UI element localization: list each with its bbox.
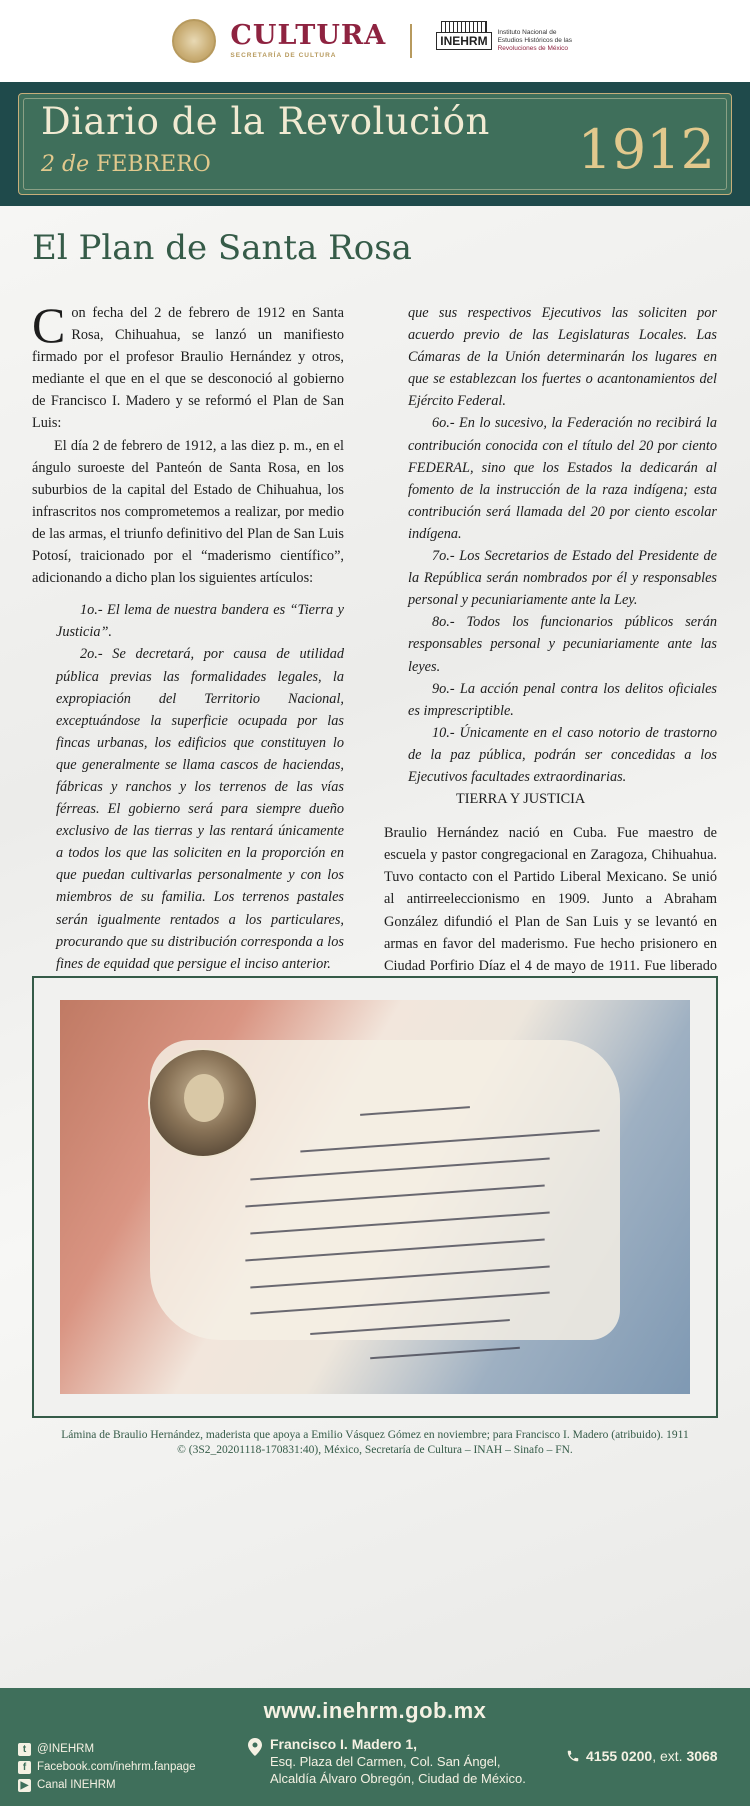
header-month: FEBRERO (96, 152, 211, 177)
phone-number[interactable] (586, 1748, 718, 1764)
inehrm-logo (436, 29, 577, 52)
article-intro (32, 297, 344, 435)
phone-main: 4155 0200 (586, 1748, 653, 1764)
page-title: Diario de la Revolución (41, 100, 490, 143)
signature-line (370, 1347, 520, 1359)
article-paragraph-2: El día 2 de febrero de 1912, a las diez p. m., en el ángulo suroeste del Panteón de Santa Rosa, en los suburbios de la capital del Estado de Chihuahua, los infrascritos nos comprometemos a realizar, por medio de las armas, el triunfo definitivo del Plan de San Luis Potosí, traicionado por el “maderismo científico”, adicionando a dicho plan los siguientes artículos: (32, 437, 344, 587)
phone-block (566, 1748, 718, 1764)
portrait-photo (148, 1048, 258, 1158)
facebook-link[interactable] (18, 1758, 196, 1776)
inehrm-line-2: Estudios Históricos de las (497, 37, 573, 45)
figure-frame (32, 976, 718, 1418)
address-line-3: Alcaldía Álvaro Obregón, Ciudad de México. (270, 1771, 526, 1786)
header-date (41, 152, 211, 177)
cultura-subtitle: SECRETARÍA DE CULTURA (230, 52, 337, 60)
plan-article-5-continued: que sus respectivos Ejecutivos las soliciten por acuerdo previo de las Legislaturas Locales. Las Cámaras de la Unión determinarán los lugares en que se establezcan los fuertes o acantonamientos del Ejército Federal. (408, 305, 717, 410)
youtube-link[interactable] (18, 1776, 196, 1794)
phone-ext: 3068 (686, 1748, 718, 1764)
twitter-link[interactable] (18, 1740, 196, 1758)
mexico-seal-icon (172, 19, 216, 63)
plan-article-8: 8o.- Todos los funcionarios públicos serán responsables personal y pecuniariamente ante las leyes. (408, 614, 717, 675)
twitter-icon: t (18, 1743, 31, 1756)
logo-strip (0, 0, 750, 82)
twitter-handle: @INEHRM (37, 1743, 95, 1755)
plan-article-10: 10.- Únicamente en el caso notorio de trastorno de la paz pública, podrán ser concedidas a los Ejecutivos facultades extraordinarias. (408, 724, 717, 785)
phone-ext-label: , ext. (652, 1748, 683, 1764)
caption-line-2: © (3S2_20201118-170831:40), México, Secretaría de Cultura – INAH – Sinafo – FN. (177, 1444, 573, 1456)
plan-motto: TIERRA Y JUSTICIA (456, 791, 586, 808)
plan-article-7: 7o.- Los Secretarios de Estado del Presidente de la República serán nombrados por él y responsables personal y pecuniariamente ante la Ley. (408, 548, 717, 609)
historic-plate-image (60, 1000, 690, 1394)
address-line-2: Esq. Plaza del Carmen, Col. San Ángel, (270, 1754, 501, 1769)
location-pin-icon (248, 1738, 262, 1756)
address-block (248, 1736, 526, 1787)
header-year: 1912 (577, 118, 715, 181)
youtube-channel: Canal INEHRM (37, 1779, 116, 1791)
facebook-icon: f (18, 1761, 31, 1774)
header-day: 2 de (41, 152, 90, 177)
plan-article-1: 1o.- El lema de nuestra bandera es “Tierra y Justicia”. (56, 602, 344, 641)
drop-cap: C (32, 297, 66, 353)
caption-line-1: Lámina de Braulio Hernández, maderista que apoya a Emilio Vásquez Gómez en noviembre; para Francisco I. Madero (atribuido). 1911 (61, 1429, 689, 1441)
social-links (18, 1740, 196, 1794)
biography-paragraph: Braulio Hernández nació en Cuba. Fue maestro de escuela y pastor congregacional en Zaragoza, Chihuahua. Tuvo contacto con el Partido Liberal Mexicano. Se unió al antirreeleccionismo en 1909. Junto a Abraham González difundió el Plan de San Luis y se levantó en armas en favor del maderismo. Fue hecho prisionero en Ciudad Porfirio Díaz el 4 de mayo de 1911. Fue liberado (384, 825, 717, 974)
address-text (270, 1736, 526, 1787)
article-title: El Plan de Santa Rosa (32, 228, 412, 268)
phone-icon (566, 1749, 580, 1763)
inehrm-line-1: Instituto Nacional de (497, 29, 557, 37)
footer (0, 1688, 750, 1806)
inehrm-wordmark: INEHRM (436, 32, 491, 50)
website-link[interactable]: www.inehrm.gob.mx (263, 1698, 487, 1723)
inehrm-fullname (498, 29, 578, 52)
plan-article-2: 2o.- Se decretará, por causa de utilidad pública previas las formalidades legales, la expropiación del Territorio Nacional, exceptuándose la superficie ocupada por las fincas urbanas, los edificios que constituyen lo que generalmente se llama cascos de haciendas, fábricas y ranchos y los terrenos de las vías férreas. El gobierno será para siempre dueño exclusivo de las tierras y las rentará únicamente a todos los que las soliciten en la proporción en que puedan cultivarlas personalmente y con los miembros de su familia. Los terrenos pastales serán igualmente rentados a los particulares, procurando que su distribución corresponda a los fines de equidad que persigue el inciso anterior. (56, 646, 344, 972)
header-panel (18, 93, 732, 195)
plan-article-9: 9o.- La acción penal contra los delitos oficiales es imprescriptible. (408, 680, 717, 719)
article-body (0, 206, 750, 1688)
cultura-wordmark: CULTURA (230, 20, 387, 52)
cultura-logo (230, 22, 386, 60)
facebook-url: Facebook.com/inehrm.fanpage (37, 1761, 196, 1773)
inehrm-line-3: Revoluciones de México (497, 44, 569, 52)
logo-divider (410, 24, 412, 58)
article-intro-text: on fecha del 2 de febrero de 1912 en Santa Rosa, Chihuahua, se lanzó un manifiesto firmado por el profesor Braulio Hernández y otros, mediante el que en el que se desconoció al gobierno de Francisco I. Madero y se reformó el Plan de San Luis: (32, 305, 344, 432)
youtube-icon: ▶ (18, 1779, 31, 1792)
figure-caption (0, 1428, 750, 1458)
plan-article-6: 6o.- En lo sucesivo, la Federación no recibirá la contribución conocida con el título del 20 por ciento FEDERAL, sino que los Estados la dedicarán al fomento de la instrucción de la raza indígena; esta contribución será llamada del 20 por ciento escolar indígena. (408, 415, 717, 542)
header-banner (0, 82, 750, 206)
address-street: Francisco I. Madero 1, (270, 1736, 418, 1752)
